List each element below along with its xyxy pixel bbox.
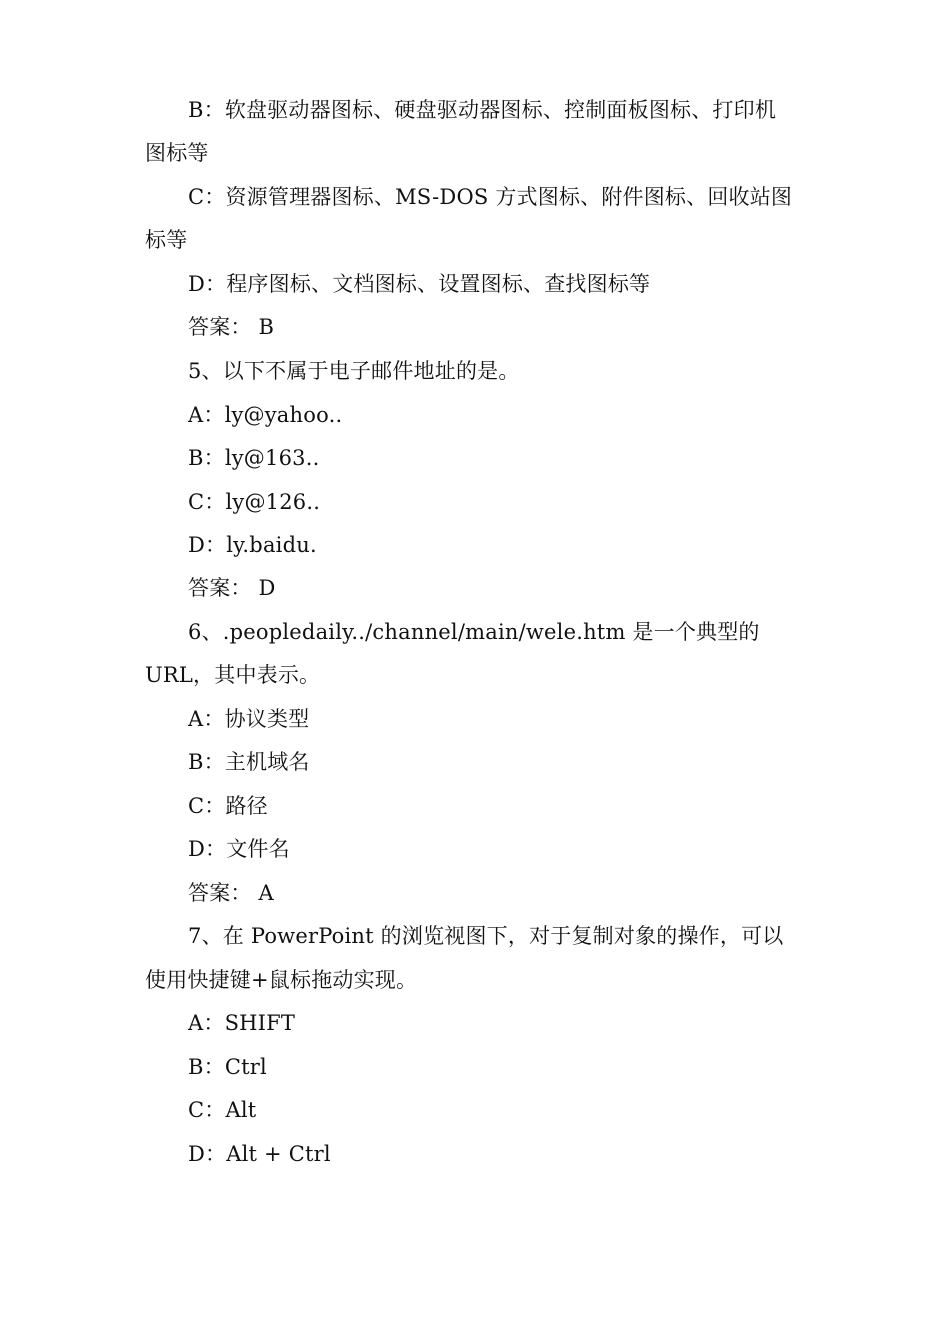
q7-option-b: B：Ctrl bbox=[188, 1055, 267, 1079]
q5-question: 5、以下不属于电子邮件地址的是。 bbox=[188, 359, 520, 383]
q6-answer: 答案： A bbox=[188, 881, 274, 905]
q4-option-d: D：程序图标、文档图标、设置图标、查找图标等 bbox=[188, 272, 651, 296]
q5-option-b: B：ly@163.. bbox=[188, 446, 320, 470]
q6-question-line2: URL，其中表示。 bbox=[145, 663, 321, 687]
q5-option-c: C：ly@126.. bbox=[188, 490, 321, 514]
q4-option-b-line2: 图标等 bbox=[145, 141, 209, 165]
q6-option-a: A：协议类型 bbox=[188, 707, 310, 731]
q4-answer: 答案： B bbox=[188, 315, 275, 339]
q4-option-c-line2: 标等 bbox=[145, 228, 188, 252]
q7-option-d: D：Alt + Ctrl bbox=[188, 1142, 331, 1166]
q5-answer: 答案： D bbox=[188, 576, 276, 600]
q5-option-a: A：ly@yahoo.. bbox=[188, 403, 343, 427]
q7-option-a: A：SHIFT bbox=[188, 1011, 296, 1035]
q5-option-d: D：ly.baidu. bbox=[188, 533, 317, 557]
q6-question-line1: 6、.peopledaily../channel/main/wele.htm 是一个典型的 bbox=[188, 620, 760, 644]
q6-option-b: B：主机域名 bbox=[188, 750, 310, 774]
q6-option-c: C：路径 bbox=[188, 794, 268, 818]
q4-option-c-line1: C：资源管理器图标、MS-DOS 方式图标、附件图标、回收站图 bbox=[188, 185, 793, 209]
q4-option-b-line1: B：软盘驱动器图标、硬盘驱动器图标、控制面板图标、打印机 bbox=[188, 98, 777, 122]
q6-option-d: D：文件名 bbox=[188, 837, 290, 861]
q7-question-line2: 使用快捷键+鼠标拖动实现。 bbox=[145, 968, 418, 992]
q7-option-c: C：Alt bbox=[188, 1098, 257, 1122]
q7-question-line1: 7、在 PowerPoint 的浏览视图下，对于复制对象的操作，可以 bbox=[188, 924, 784, 948]
